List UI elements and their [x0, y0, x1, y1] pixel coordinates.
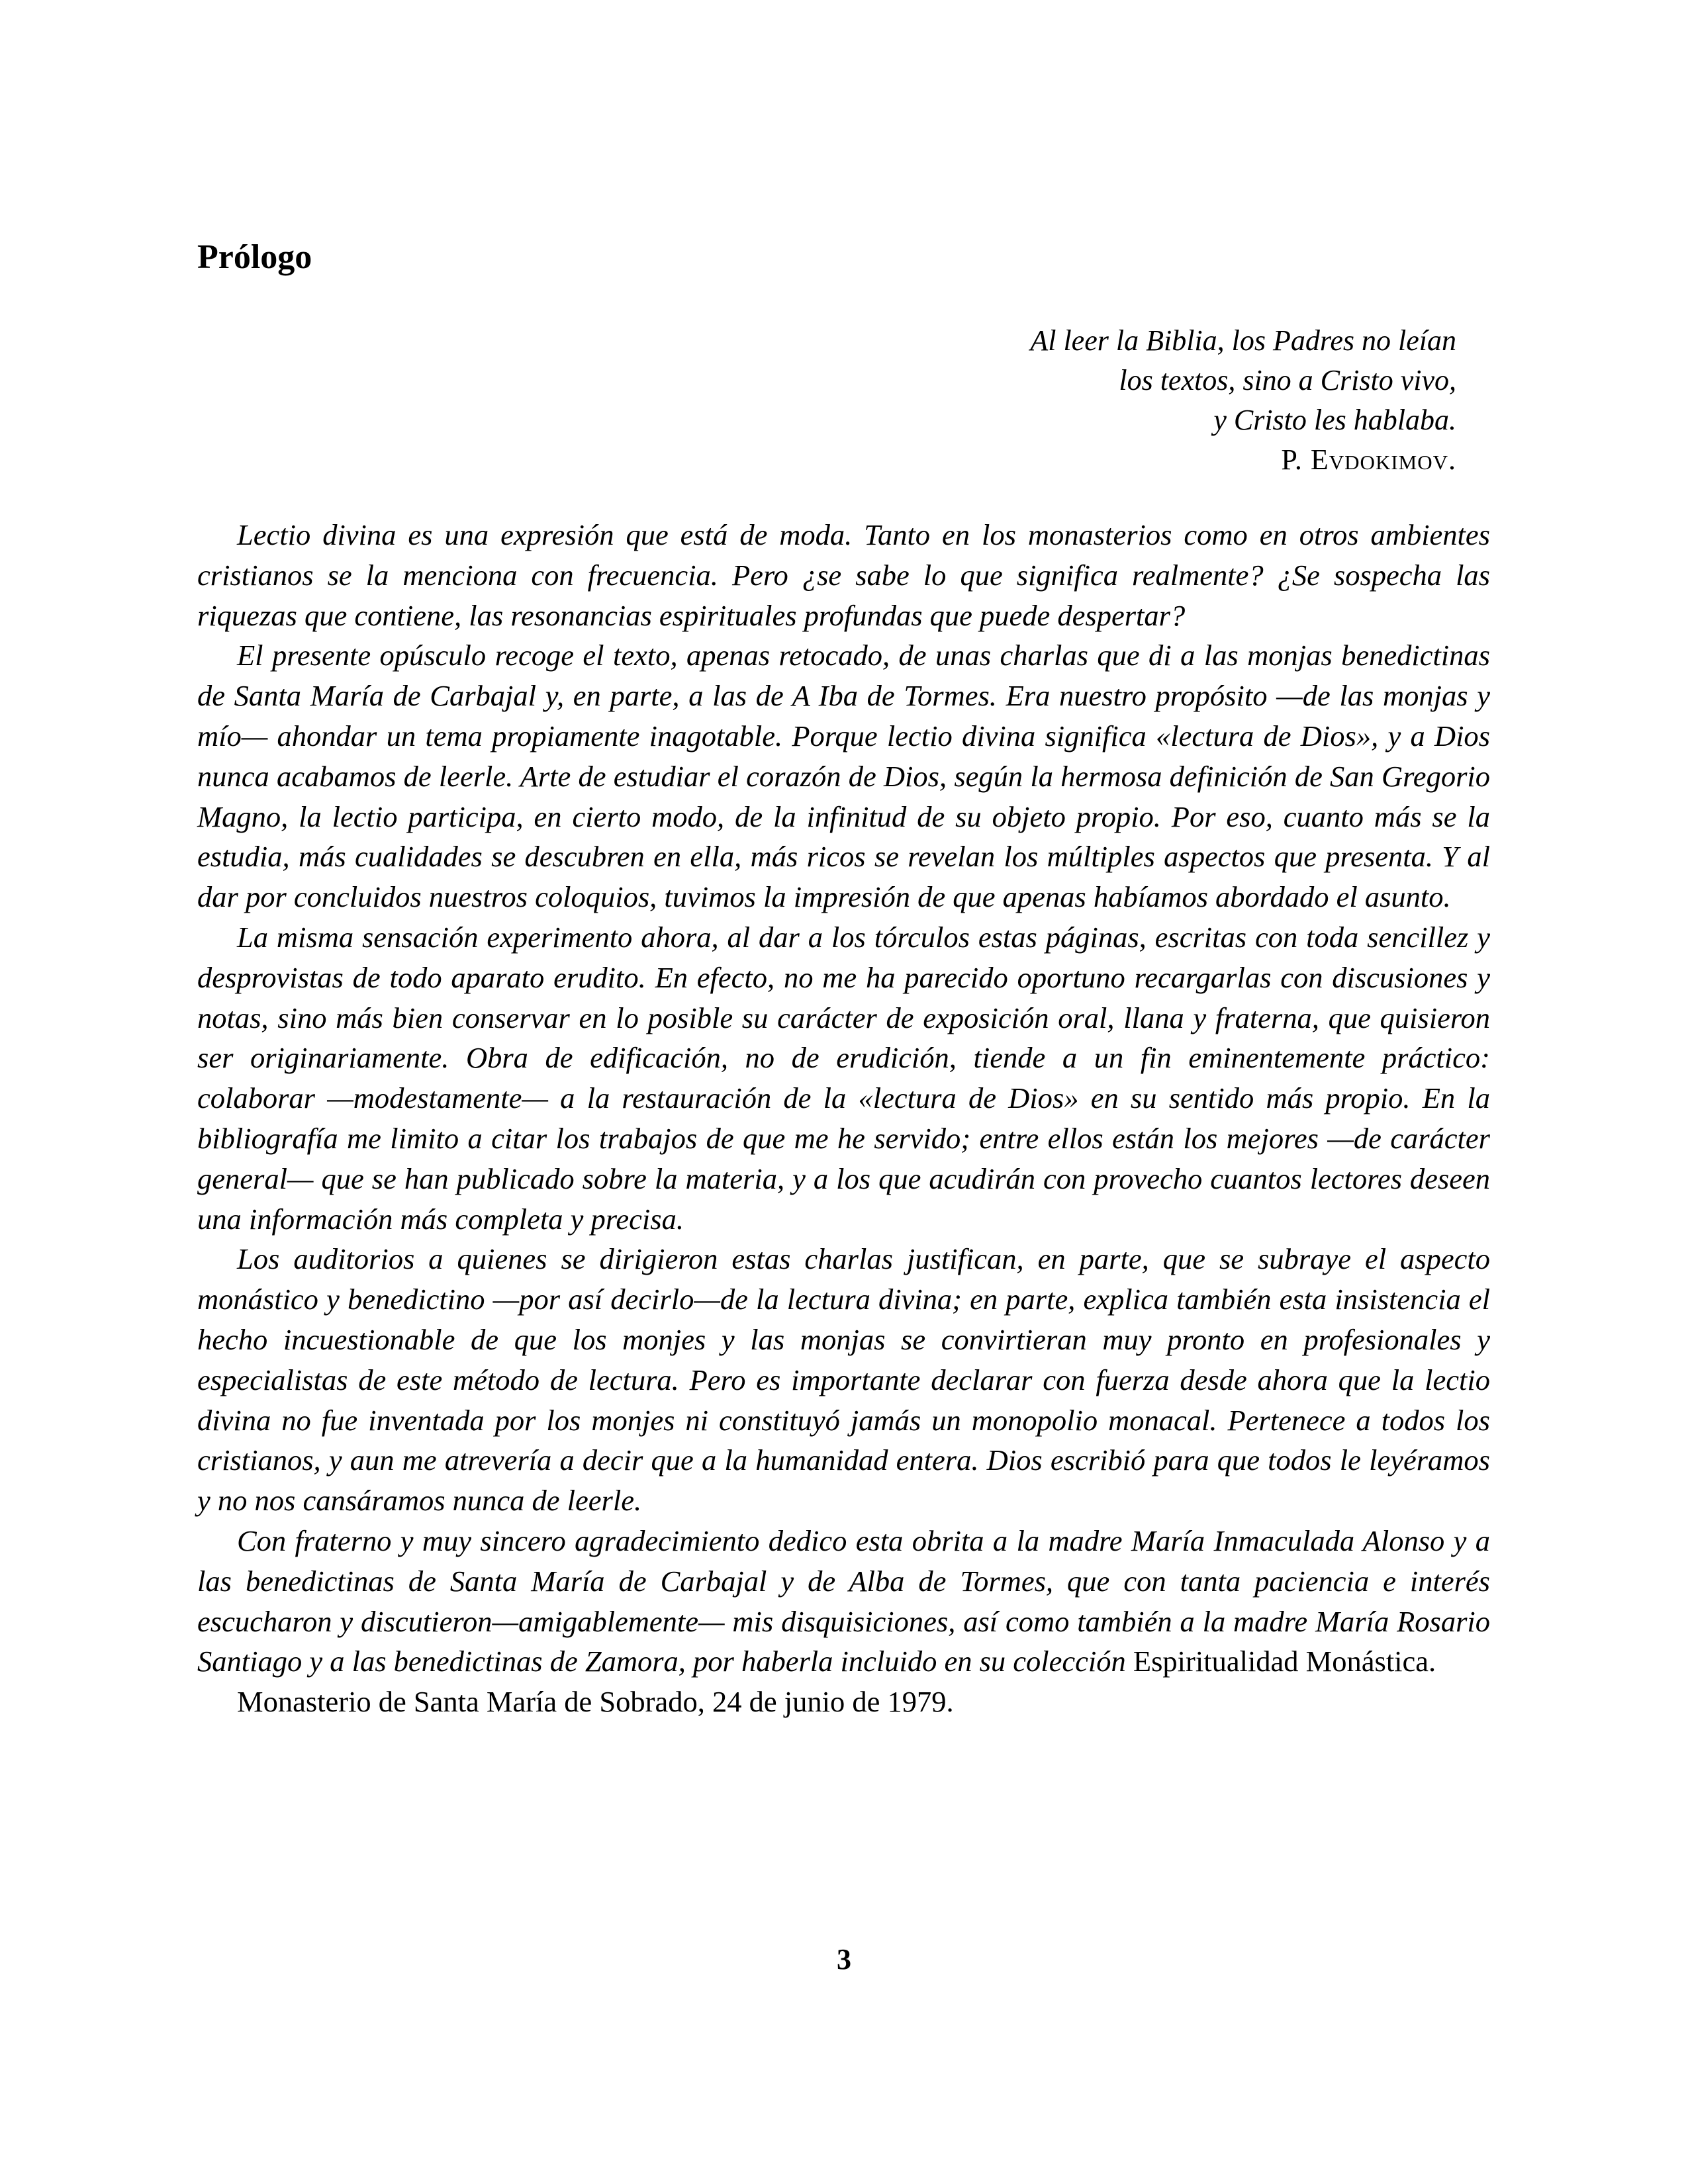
dedication-paragraph: [197, 1521, 1490, 1682]
paragraph: El presente opúsculo recoge el texto, apenas retocado, de unas charlas que di a las monjas benedictinas de Santa María de Carbajal y, en parte, a las de A Iba de Tormes. Era nuestro propósito —de las monjas y mío— ahondar un tema propiamente inagotable. Porque lectio divina significa «lectura de Dios», y a Dios nunca acabamos de leerle. Arte de estudiar el corazón de Dios, según la hermosa definición de San Gregorio Magno, la lectio participa, en cierto modo, de la infinitud de su objeto propio. Por eso, cuanto más se la estudia, más cualidades se descubren en ella, más ricos se revelan los múltiples aspectos que presenta. Y al dar por concluidos nuestros coloquios, tuvimos la impresión de que apenas habíamos abordado el asunto.: [197, 639, 1490, 914]
epigraph-line: y Cristo les hablaba.: [1213, 404, 1456, 436]
signature-line: Monasterio de Santa María de Sobrado, 24 de junio de 1979.: [237, 1685, 954, 1719]
epigraph-author: P. Evdokimov.: [1281, 443, 1456, 476]
epigraph-line: Al leer la Biblia, los Padres no leían: [1030, 324, 1456, 357]
epigraph-line: los textos, sino a Cristo vivo,: [1119, 364, 1456, 396]
paragraph: Los auditorios a quienes se dirigieron estas charlas justifican, en parte, que se subraye el aspecto monástico y benedictino —por así decirlo—de la lectura divina; en parte, explica también esta insistencia el hecho incuestionable de que los monjes y las monjas se convirtieran muy pronto en profesionales y especialistas de este método de lectura. Pero es importante declarar con fuerza desde ahora que la lectio divina no fue inventada por los monjes ni constituyó jamás un monopolio monacal. Pertenece a todos los cristianos, y aun me atrevería a decir que a la humanidad entera. Dios escribió para que todos le leyéramos y no nos cansáramos nunca de leerle.: [197, 1242, 1490, 1518]
page-number: 3: [837, 1943, 851, 1976]
chapter-title: Prólogo: [197, 238, 312, 276]
collection-title: Espiritualidad Monástica.: [1133, 1645, 1436, 1678]
dedication-text: Con fraterno y muy sincero agradecimiento dedico esta obrita a la madre María Inmaculada Alonso y a las benedictinas de Santa María de Carbajal y de Alba de Tormes, que con tanta paciencia e interés escucharon y discutieron—amigablemente— mis disquisiciones, así como también a la madre María Rosario Santiago y a las benedictinas de Zamora, por haberla incluido en su colección: [197, 1524, 1490, 1678]
paragraph: Lectio divina es una expresión que está de moda. Tanto en los monasterios como en otros ambientes cristianos se la menciona con frecuencia. Pero ¿se sabe lo que significa realmente? ¿Se sospecha las riquezas que contiene, las resonancias espirituales profundas que puede despertar?: [197, 518, 1490, 632]
prologue-body: [197, 515, 1490, 1722]
paragraph: La misma sensación experimento ahora, al dar a los tórculos estas páginas, escritas con toda sencillez y desprovistas de todo aparato erudito. En efecto, no me ha parecido oportuno recargarlas con discusiones y notas, sino más bien conservar en lo posible su carácter de exposición oral, llana y fraterna, que quisieron ser originariamente. Obra de edificación, no de erudición, tiende a un fin eminentemente práctico: colaborar —modestamente— a la restauración de la «lectura de Dios» en su sentido más propio. En la bibliografía me limito a citar los trabajos de que me he servido; entre ellos están los mejores —de carácter general— que se han publicado sobre la materia, y a los que acudirán con provecho cuantos lectores deseen una información más completa y precisa.: [197, 920, 1490, 1236]
epigraph: [794, 321, 1456, 480]
